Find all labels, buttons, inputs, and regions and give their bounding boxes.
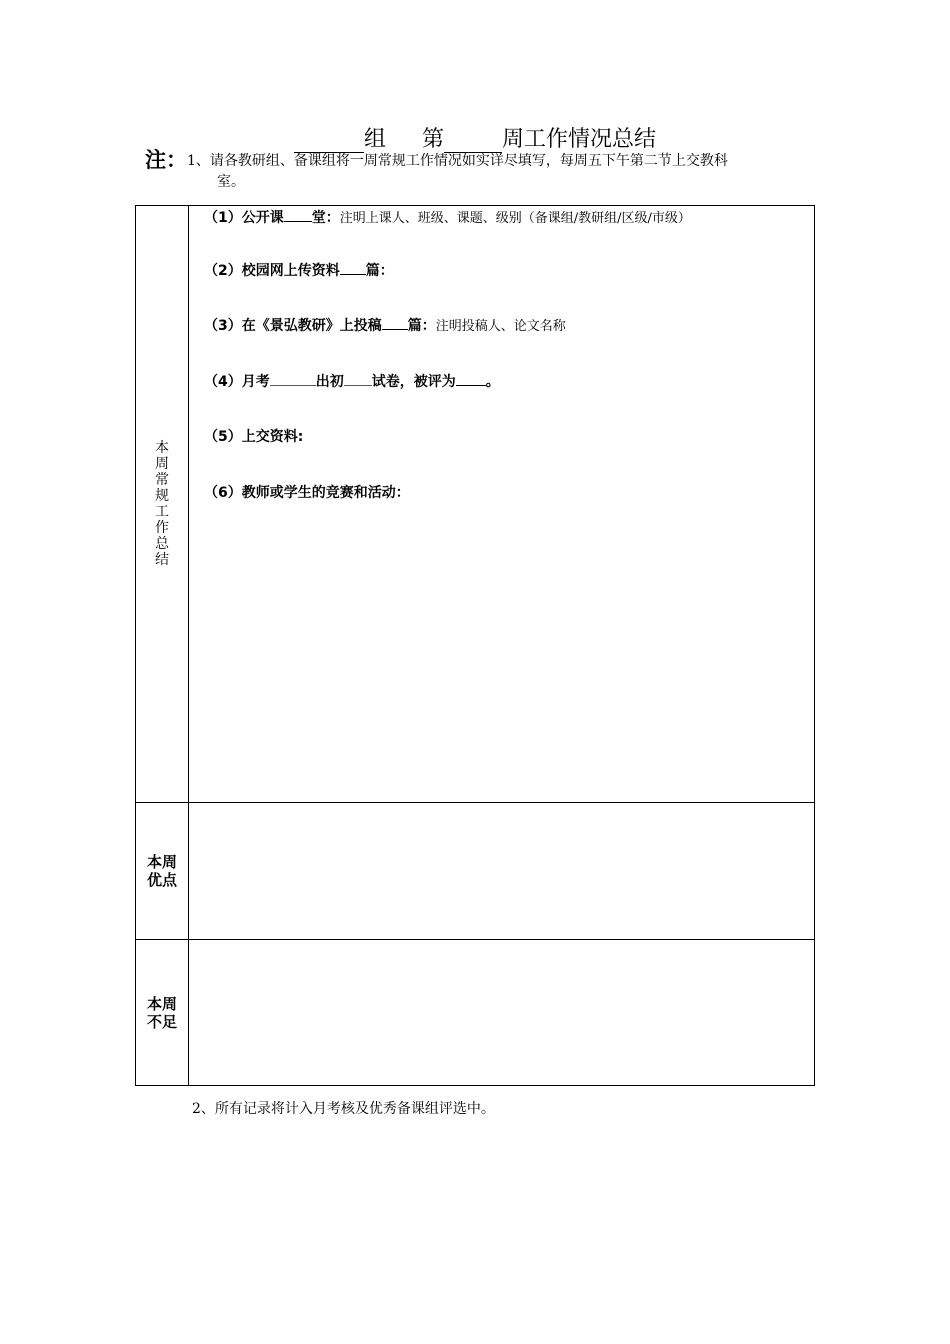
weekly-summary-label-cell [136, 206, 189, 802]
weekly-summary-row [136, 206, 814, 803]
exam-blank-1[interactable] [270, 371, 316, 386]
weaknesses-row [136, 940, 814, 1085]
page-title: 组 第 周工作情况总结 [0, 122, 950, 153]
item-website-upload: （2）校园网上传资料 篇： [204, 260, 394, 280]
strengths-label: 本周优点 [146, 853, 177, 889]
exam-rating-blank[interactable] [456, 371, 486, 386]
weekly-summary-label: 本周常规工作总结 [155, 440, 169, 568]
submission-note: 注明投稿人、论文名称 [435, 319, 566, 334]
strengths-label-cell [136, 803, 189, 939]
instruction-note [145, 150, 825, 193]
strengths-row [136, 803, 814, 940]
item-submitted-materials: （5）上交资料: [204, 429, 304, 445]
item-competitions: （6）教师或学生的竞赛和活动： [204, 485, 410, 501]
note-line-1: 1、请各教研组、备课组将一周常规工作情况如实详尽填写，每周五下午第二节上交教科 [187, 153, 728, 169]
submission-count-blank[interactable] [382, 315, 408, 330]
item-open-class: （1）公开课 堂：注明上课人、班级、课题、级别（备课组/教研组/区级/市级） [204, 207, 691, 227]
open-class-note: 注明上课人、班级、课题、级别（备课组/教研组/区级/市级） [339, 211, 691, 226]
open-class-count-blank[interactable] [284, 207, 312, 222]
weaknesses-label: 本周不足 [146, 994, 177, 1031]
footnote: 2、所有记录将计入月考核及优秀备课组评选中。 [192, 1101, 495, 1117]
summary-form-table [135, 205, 815, 1086]
upload-count-blank[interactable] [340, 260, 366, 275]
exam-blank-2[interactable] [344, 371, 372, 386]
weaknesses-label-cell [136, 940, 189, 1085]
weaknesses-input-area[interactable] [204, 940, 806, 1085]
note-mark: 注： [145, 148, 187, 172]
strengths-input-area[interactable] [204, 803, 806, 939]
item-journal-submission: （3）在《景弘教研》上投稿 篇：注明投稿人、论文名称 [204, 315, 566, 335]
item-monthly-exam: （4）月考 出初 试卷，被评为 。 [204, 371, 500, 391]
note-line-1-continued: 室。 [217, 174, 245, 190]
